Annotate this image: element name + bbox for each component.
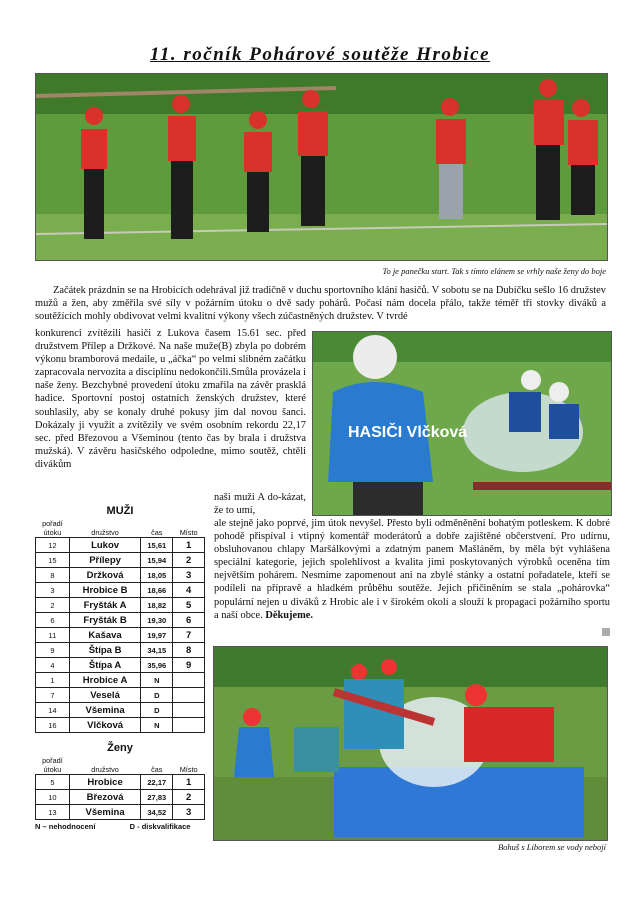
time: D (141, 703, 173, 718)
attack-order: 6 (36, 613, 70, 628)
time: 18,82 (141, 598, 173, 613)
table-row (36, 583, 205, 598)
attack-order: 15 (36, 553, 70, 568)
place (173, 718, 205, 733)
women-table-title: Ženy (107, 742, 133, 754)
attack-order: 4 (36, 658, 70, 673)
team-name: Vlčková (69, 718, 140, 733)
place: 6 (173, 613, 205, 628)
team-name: Štípa A (69, 658, 140, 673)
table-row (36, 568, 205, 583)
place: 2 (173, 553, 205, 568)
time: 34,15 (141, 643, 173, 658)
table-row (36, 688, 205, 703)
header-misto-w: Místo (179, 765, 198, 774)
team-name: Všemina (69, 703, 140, 718)
table-row (36, 643, 205, 658)
time: N (141, 718, 173, 733)
middle-photo (312, 331, 612, 516)
header-druzstvo-w: družstvo (91, 765, 119, 774)
women-table-header (36, 756, 205, 775)
team-name: Přílepy (69, 553, 140, 568)
time: 34,52 (141, 805, 173, 820)
place: 3 (173, 568, 205, 583)
women-results-table (35, 756, 205, 820)
men-table-body (36, 538, 205, 733)
table-row (36, 613, 205, 628)
top-photo-image (36, 74, 607, 260)
bottom-photo (213, 646, 608, 841)
men-results-table (35, 519, 205, 733)
place: 1 (173, 538, 205, 553)
team-name: Hrobice B (69, 583, 140, 598)
legend-n: N – nehodnocení (35, 822, 96, 831)
article-paragraph-4 (214, 517, 610, 622)
time: 15,61 (141, 538, 173, 553)
top-photo-caption: To je panečku start. Tak s tímto elánem se vrhly naše ženy do boje (382, 266, 606, 276)
team-name: Fryšták A (69, 598, 140, 613)
attack-order: 14 (36, 703, 70, 718)
place: 3 (173, 805, 205, 820)
time: 19,97 (141, 628, 173, 643)
attack-order: 2 (36, 598, 70, 613)
legend-d: D - diskvalifikace (129, 822, 191, 831)
time: 22,17 (141, 775, 173, 790)
article-thanks: Děkujeme. (265, 609, 313, 621)
attack-order: 3 (36, 583, 70, 598)
place (173, 673, 205, 688)
attack-order: 16 (36, 718, 70, 733)
team-name: Hrobice (69, 775, 140, 790)
time: D (141, 688, 173, 703)
header-cas-w: čas (151, 765, 163, 774)
middle-photo-image (313, 332, 611, 515)
place: 5 (173, 598, 205, 613)
women-table-body (36, 775, 205, 820)
results-legend (35, 822, 205, 831)
time: 18,66 (141, 583, 173, 598)
table-row (36, 538, 205, 553)
team-name: Lukov (69, 538, 140, 553)
time: 18,05 (141, 568, 173, 583)
bottom-photo-image (214, 647, 607, 840)
header-poradi: pořadí (42, 519, 63, 528)
table-row (36, 628, 205, 643)
article-paragraph-3: naši muži A do-kázat, že to umí, (214, 492, 306, 517)
end-square (602, 628, 610, 636)
time: N (141, 673, 173, 688)
table-row (36, 553, 205, 568)
attack-order: 7 (36, 688, 70, 703)
table-row (36, 790, 205, 805)
header-utok (36, 519, 70, 538)
attack-order: 8 (36, 568, 70, 583)
header-cas: čas (151, 528, 163, 537)
attack-order: 10 (36, 790, 70, 805)
shirt-text: HASIČI Vlčková (348, 424, 468, 441)
team-name: Fryšták B (69, 613, 140, 628)
team-name: Veselá (69, 688, 140, 703)
attack-order: 5 (36, 775, 70, 790)
attack-order: 11 (36, 628, 70, 643)
place: 2 (173, 790, 205, 805)
time: 15,94 (141, 553, 173, 568)
men-table-title: MUŽI (106, 505, 134, 517)
article-paragraph-1: Začátek prázdnin se na Hrobicích odehrával již tradičně v duchu sportovního klání hasičů. V sobotu se na Dubíčku sešlo 16 družstev mužů a žen, aby změřila své síly v požárním útoku o dvě sady pohárů. Počasí nám docela přálo, takže téměř tři stovky diváků a soutěžících mohly obdivovat velmi kvalitní výkony všech zúčastněných družstev. V tvrdé (35, 285, 606, 323)
page-title: 11. ročník Pohárové soutěže Hrobice (149, 44, 491, 65)
article-paragraph-2: konkurenci zvítězili hasiči z Lukova časem 15.61 sec. před družstvem Přílep a Držkové. Na naše muže(B) zbyla po dobrém výkonu bramborová medaile, u „áčka“ po velmi slibném začátku zapracovala nervozita a disciplínu nedokončili.Smůla provázela i naše ženy. Bezchybné provedení útoku zmařila na závěr prasklá hadice. Sportovní postoj ostatních ženských družstev, které souhlasily, aby se konaly druhé pokusy jim dal novou šanci. Dokázaly ji využít a zvítězily ve svém osobním rekordu 22,17 sec. před Březovou a Všeminou (tento čas by brala i družstva mužská). V závěru hasičského odpoledne, mimo soutěž, chtěli divákům (35, 328, 306, 470)
place (173, 688, 205, 703)
team-name: Kašava (69, 628, 140, 643)
attack-order: 13 (36, 805, 70, 820)
top-photo (35, 73, 608, 261)
results-block (35, 505, 205, 831)
team-name: Březová (69, 790, 140, 805)
attack-order: 12 (36, 538, 70, 553)
time: 27,83 (141, 790, 173, 805)
place: 7 (173, 628, 205, 643)
table-row (36, 703, 205, 718)
header-utoku-w: útoku (43, 765, 62, 774)
team-name: Držková (69, 568, 140, 583)
header-poradi-w: pořadí (42, 756, 63, 765)
team-name: Všemina (69, 805, 140, 820)
place: 4 (173, 583, 205, 598)
place: 1 (173, 775, 205, 790)
table-row (36, 805, 205, 820)
header-utoku: útoku (43, 528, 62, 537)
men-table-header (36, 519, 205, 538)
place: 8 (173, 643, 205, 658)
place: 9 (173, 658, 205, 673)
place (173, 703, 205, 718)
team-name: Hrobice A (69, 673, 140, 688)
header-utok-w (36, 756, 70, 775)
time: 35,96 (141, 658, 173, 673)
header-misto: Místo (179, 528, 198, 537)
table-row (36, 673, 205, 688)
team-name: Štípa B (69, 643, 140, 658)
attack-order: 1 (36, 673, 70, 688)
table-row (36, 775, 205, 790)
header-druzstvo: družstvo (91, 528, 119, 537)
article-paragraph-4-body: ale stejně jako poprvé, jim útok nevyšel. Přesto byli odměněnění bohatým potleskem. K dobré pohodě přispíval i vtipný komentář moderátorů a dobře zajištěné občerstvení. Pro udírnu, obsluhovanou chlapy Maršálkovými a zdatným panem Mašláněm, by měla být vyhlášena speciální kategorie, jejich spolehlivost a kvalita jimi poskytovaných výrobků oceněna tím největším pohárem. Nesmíme zapomenout ani na zbylé stánky a ostatní pořadatele, kteří se podíleli na přípravě a hladkém průběhu soutěže. Jejich přičiněním se stala „pohárovka“ populární nejen u diváků z Hrobic ale i v širokém okolí a slouží k propagaci požárního sportu a naší obce. (214, 518, 610, 621)
attack-order: 9 (36, 643, 70, 658)
time: 19,30 (141, 613, 173, 628)
table-row (36, 658, 205, 673)
table-row (36, 598, 205, 613)
bottom-photo-caption: Bohuš s Liborem se vody nebojí (497, 842, 606, 852)
table-row (36, 718, 205, 733)
